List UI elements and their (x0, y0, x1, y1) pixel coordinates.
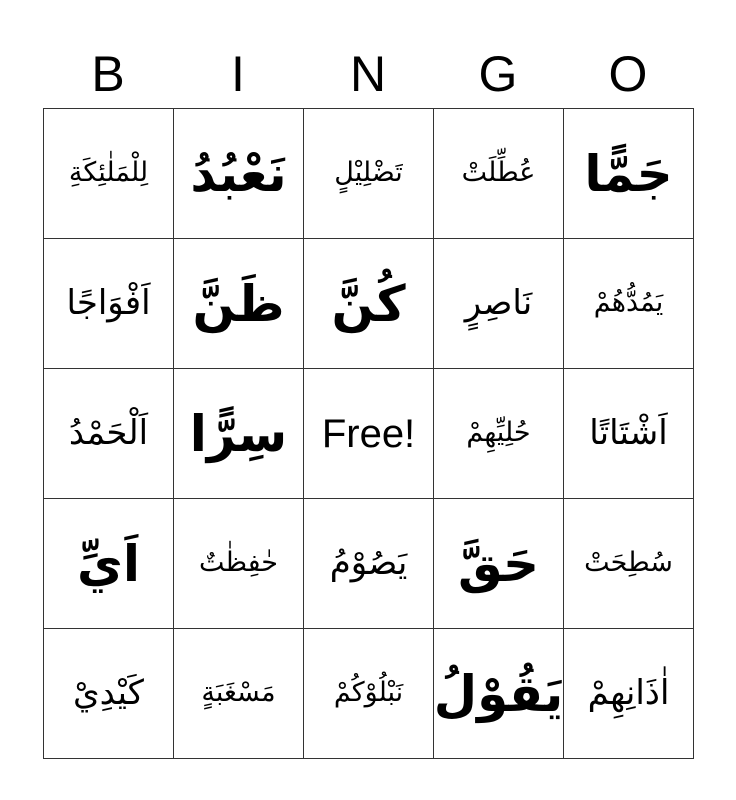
bingo-card (43, 40, 695, 759)
cell-word: ظَنَّ (192, 274, 285, 333)
cell-word: حَقَّ (457, 534, 540, 593)
bingo-cell[interactable] (174, 239, 304, 369)
cell-word: سِرًّا (189, 404, 288, 463)
cell-word: اَشْتَاتًا (589, 413, 668, 454)
header-letter-g: G (478, 46, 518, 102)
cell-word: نَبْلُوْكُمْ (333, 677, 404, 709)
bingo-cell[interactable] (304, 239, 434, 369)
cell-word: تَضْلِيْلٍ (334, 157, 403, 189)
bingo-cell[interactable] (174, 369, 304, 499)
bingo-grid (43, 108, 694, 759)
bingo-header (43, 40, 695, 108)
cell-word: جَمًّا (584, 144, 673, 203)
cell-word: عُطِّلَتْ (461, 157, 536, 189)
free-space-cell[interactable] (304, 369, 434, 499)
bingo-cell[interactable] (434, 629, 564, 759)
bingo-cell[interactable] (44, 499, 174, 629)
free-space-label: Free! (321, 411, 416, 456)
cell-word: سُطِحَتْ (584, 547, 673, 579)
bingo-cell[interactable] (44, 109, 174, 239)
cell-word: لِلْمَلٰئِكَةِ (68, 157, 149, 189)
bingo-cell[interactable] (564, 109, 694, 239)
cell-word: نَاصِرٍ (464, 283, 533, 324)
header-letter-b: B (91, 46, 125, 102)
header-letter-n: N (349, 46, 387, 102)
bingo-cell[interactable] (174, 499, 304, 629)
cell-word: يَصُوْمُ (329, 543, 408, 584)
cell-word: كُنَّ (331, 274, 406, 333)
cell-word: مَسْغَبَةٍ (201, 677, 276, 709)
header-letter-o: O (608, 46, 648, 102)
bingo-cell[interactable] (304, 499, 434, 629)
bingo-cell[interactable] (564, 369, 694, 499)
cell-word: يَقُوْلُ (434, 664, 564, 723)
bingo-cell[interactable] (434, 499, 564, 629)
bingo-cell[interactable] (304, 629, 434, 759)
bingo-cell[interactable] (434, 239, 564, 369)
bingo-cell[interactable] (434, 369, 564, 499)
cell-word: اَلْحَمْدُ (68, 413, 149, 454)
bingo-cell[interactable] (564, 499, 694, 629)
cell-word: حٰفِظٰتٌ (198, 547, 278, 579)
bingo-cell[interactable] (44, 629, 174, 759)
header-letter-i: I (231, 46, 245, 102)
bingo-cell[interactable] (174, 109, 304, 239)
bingo-cell[interactable] (44, 369, 174, 499)
bingo-cell[interactable] (434, 109, 564, 239)
bingo-cell[interactable] (564, 629, 694, 759)
bingo-cell[interactable] (174, 629, 304, 759)
cell-word: اَفْوَاجًا (66, 283, 151, 324)
bingo-cell[interactable] (304, 109, 434, 239)
bingo-cell[interactable] (44, 239, 174, 369)
cell-word: اٰذَانِهِمْ (587, 673, 670, 714)
cell-word: حُلِيِّهِمْ (466, 417, 531, 449)
cell-word: نَعْبُدُ (190, 144, 287, 203)
cell-word: يَمُدُّهُمْ (593, 287, 664, 319)
cell-word: كَيْدِيْ (73, 673, 144, 714)
bingo-cell[interactable] (564, 239, 694, 369)
cell-word: اَيِّ (77, 534, 140, 593)
